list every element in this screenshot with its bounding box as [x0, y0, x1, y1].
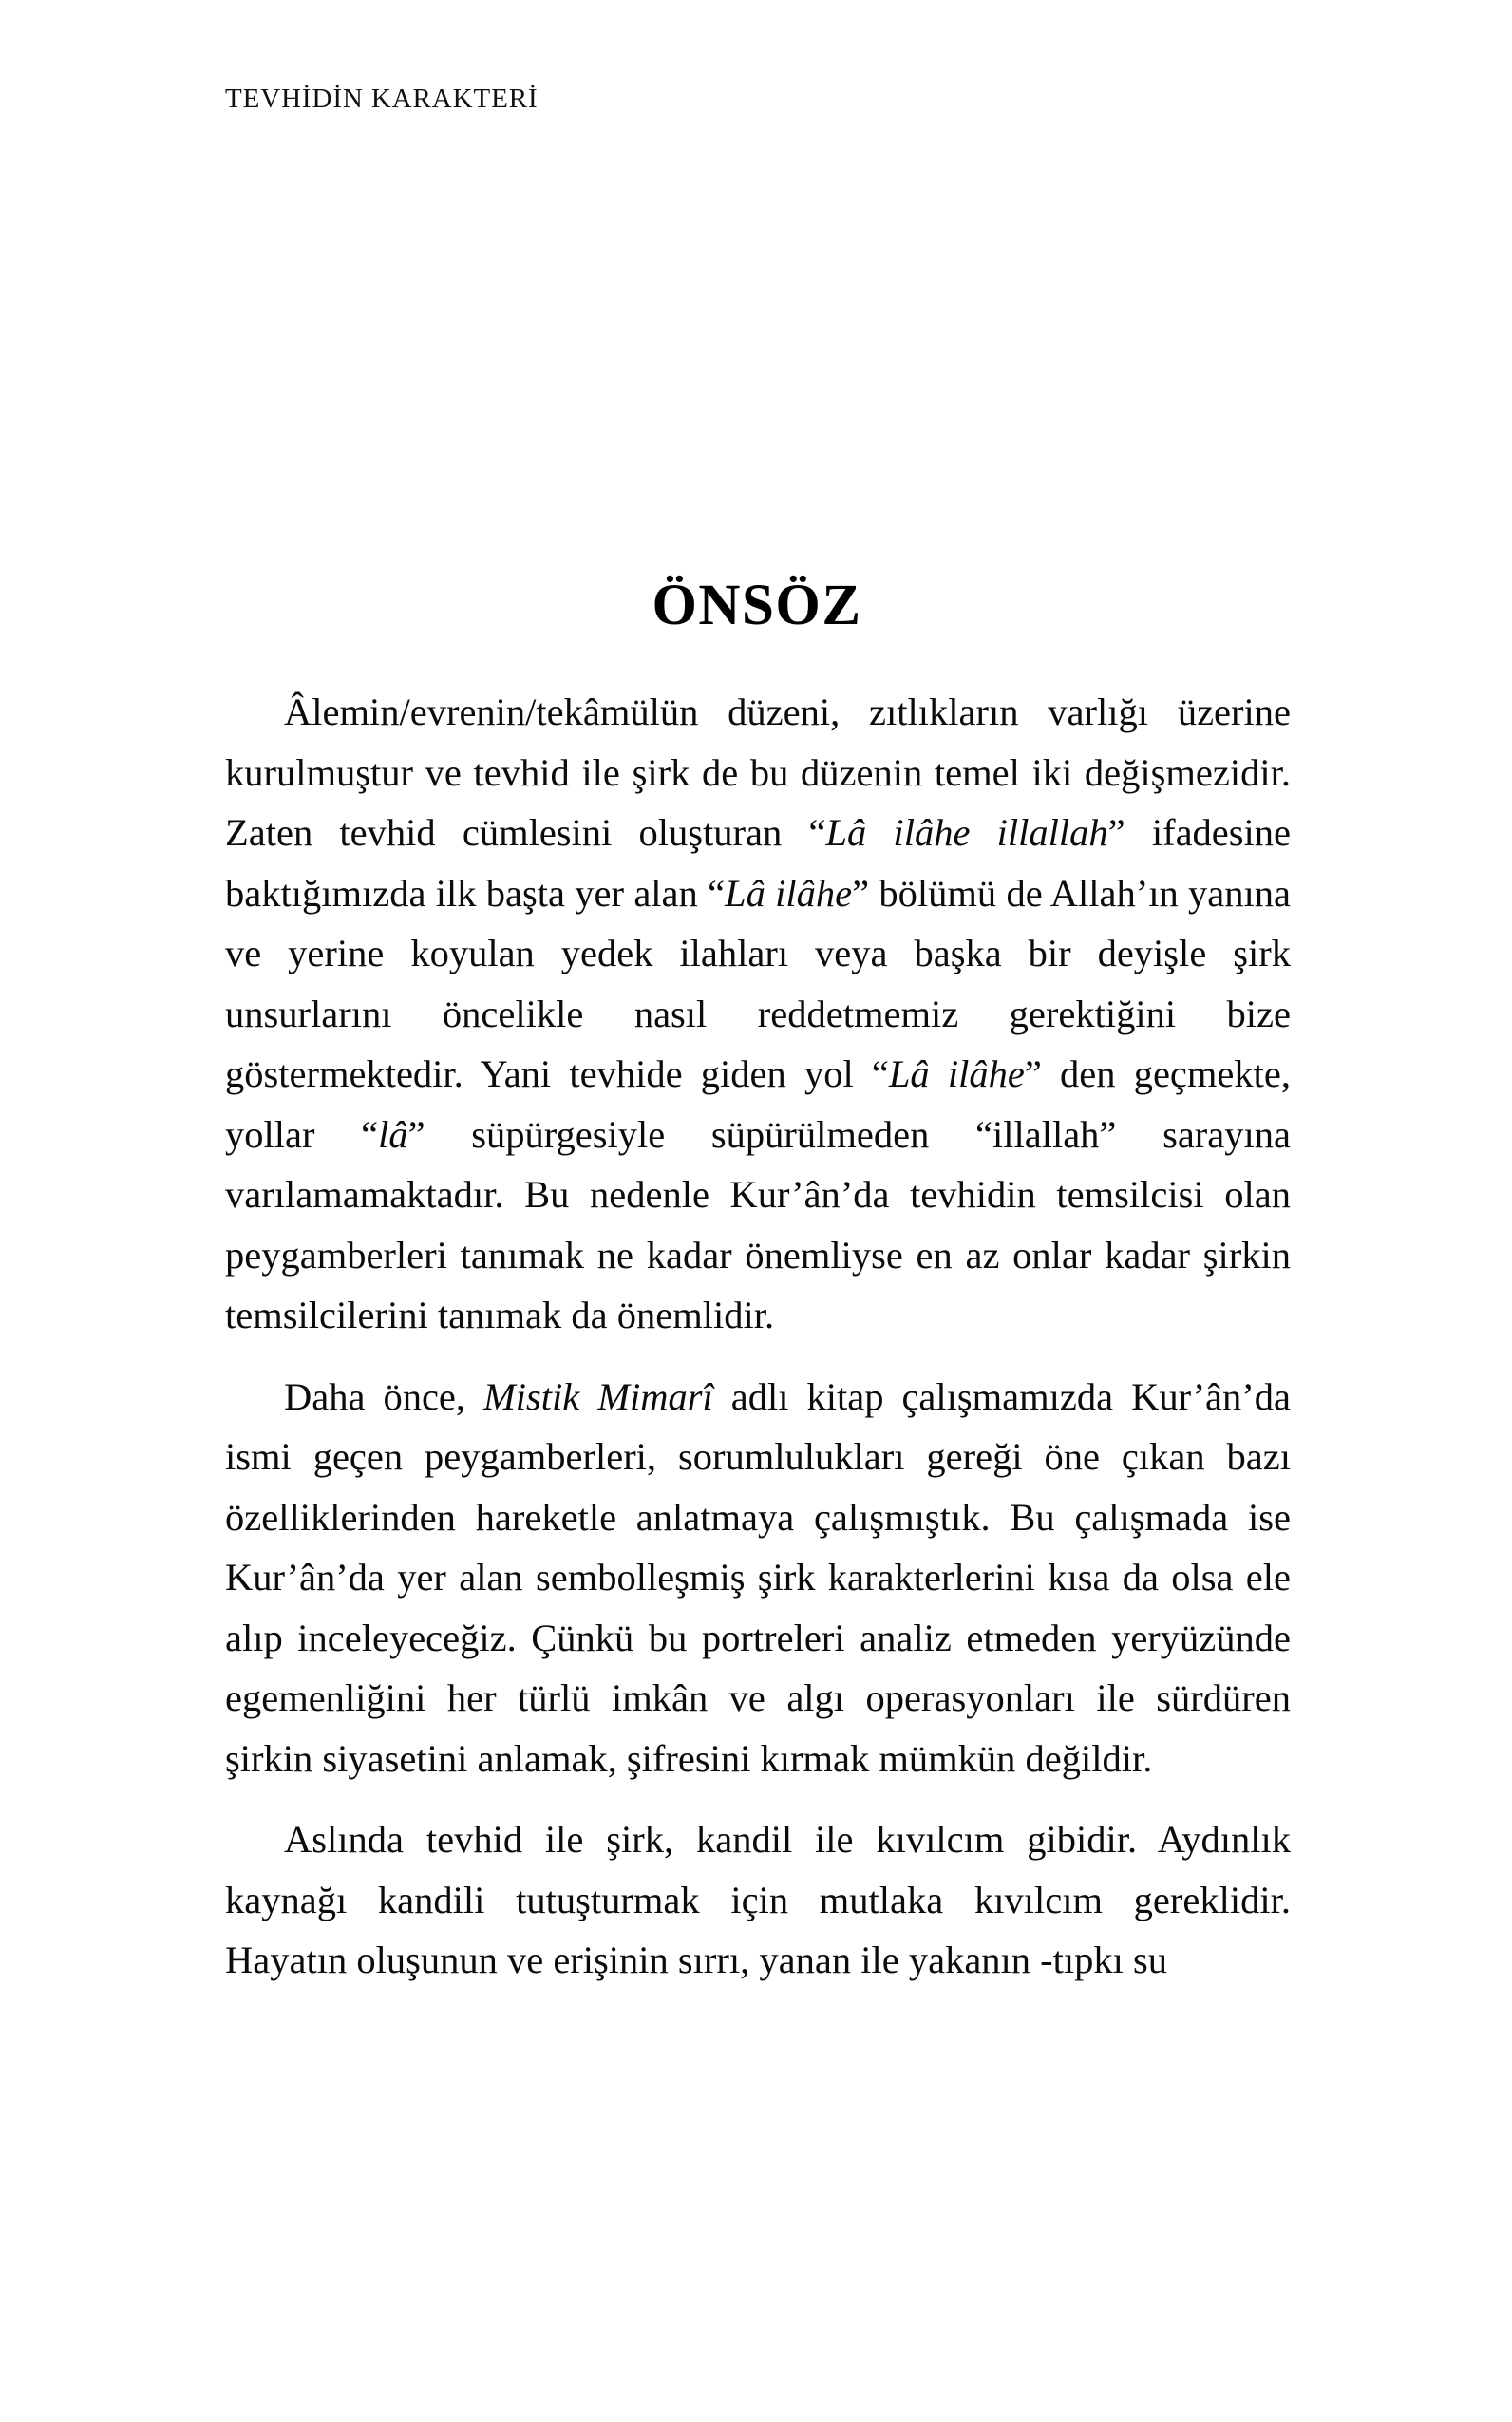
text-run-roman: ” den geçmekte, yollar “ — [225, 1052, 1291, 1156]
running-header: TEVHİDİN KARAKTERİ — [225, 84, 539, 114]
text-run-roman: ” ifadesine baktığımızda ilk başta yer alan “ — [225, 811, 1292, 915]
text-run-italic: Lâ ilâhe — [888, 1052, 1025, 1095]
text-run-italic: Mistik Mimarî — [483, 1374, 713, 1418]
body-text-column — [225, 682, 1291, 1991]
paragraph-1 — [225, 682, 1291, 1346]
text-run-italic: lâ — [378, 1112, 408, 1156]
text-run-roman: Âlemin/evrenin/tekâmülün düzeni, zıtlıkların varlığı üzerine kurulmuştur ve tevhid ile şirk de bu düzenin temel iki değişmezidir. Zaten tevhid cümlesini oluşturan “ — [225, 691, 1291, 854]
text-run-italic: Lâ ilâhe — [725, 871, 853, 915]
text-run-roman: adlı kitap çalışmamızda Kur’ân’da ismi geçen peygamberleri, sorumlulukları gereği öne çıkan bazı özelliklerinden hareketle anlatmaya çalışmıştık. Bu çalışmada ise Kur’ân’da yer alan sembolleşmiş şirk karakterlerini kısa da olsa ele alıp inceleyeceğiz. Çünkü bu portreleri analiz etmeden yeryüzünde egemenliğini her türlü imkân ve algı operasyonları ile sürdüren şirkin siyasetini anlamak, şifresini kırmak mümkün değildir. — [225, 1374, 1291, 1780]
text-run-roman: ” bölümü de Allah’ın yanına ve yerine koyulan yedek ilahları veya başka bir deyişle şirk unsurlarını öncelikle nasıl reddetmemiz gerektiğini bize göstermektedir. Yani tevhide giden yol “ — [225, 871, 1291, 1095]
text-run-italic: Lâ ilâhe illallah — [825, 811, 1108, 854]
paragraph-2 — [225, 1367, 1291, 1789]
paragraph-3 — [225, 1809, 1291, 1991]
text-run-roman: ” süpürgesiyle süpürülmeden “illallah” sarayına varılamamaktadır. Bu nedenle Kur’ân’da tevhidin temsilcisi olan peygamberleri tanımak ne kadar önemliyse en az onlar kadar şirkin temsilcilerini tanımak da önemlidir. — [225, 1112, 1291, 1336]
text-run-roman: Aslında tevhid ile şirk, kandil ile kıvılcım gibidir. Aydınlık kaynağı kandili tutuşturmak için mutlaka kıvılcım gereklidir. Hayatın oluşunun ve erişinin sırrı, yanan ile yakanın -tıpkı su — [225, 1818, 1291, 1981]
text-run-roman: Daha önce, — [284, 1374, 484, 1418]
page-title: ÖNSÖZ — [652, 573, 862, 637]
